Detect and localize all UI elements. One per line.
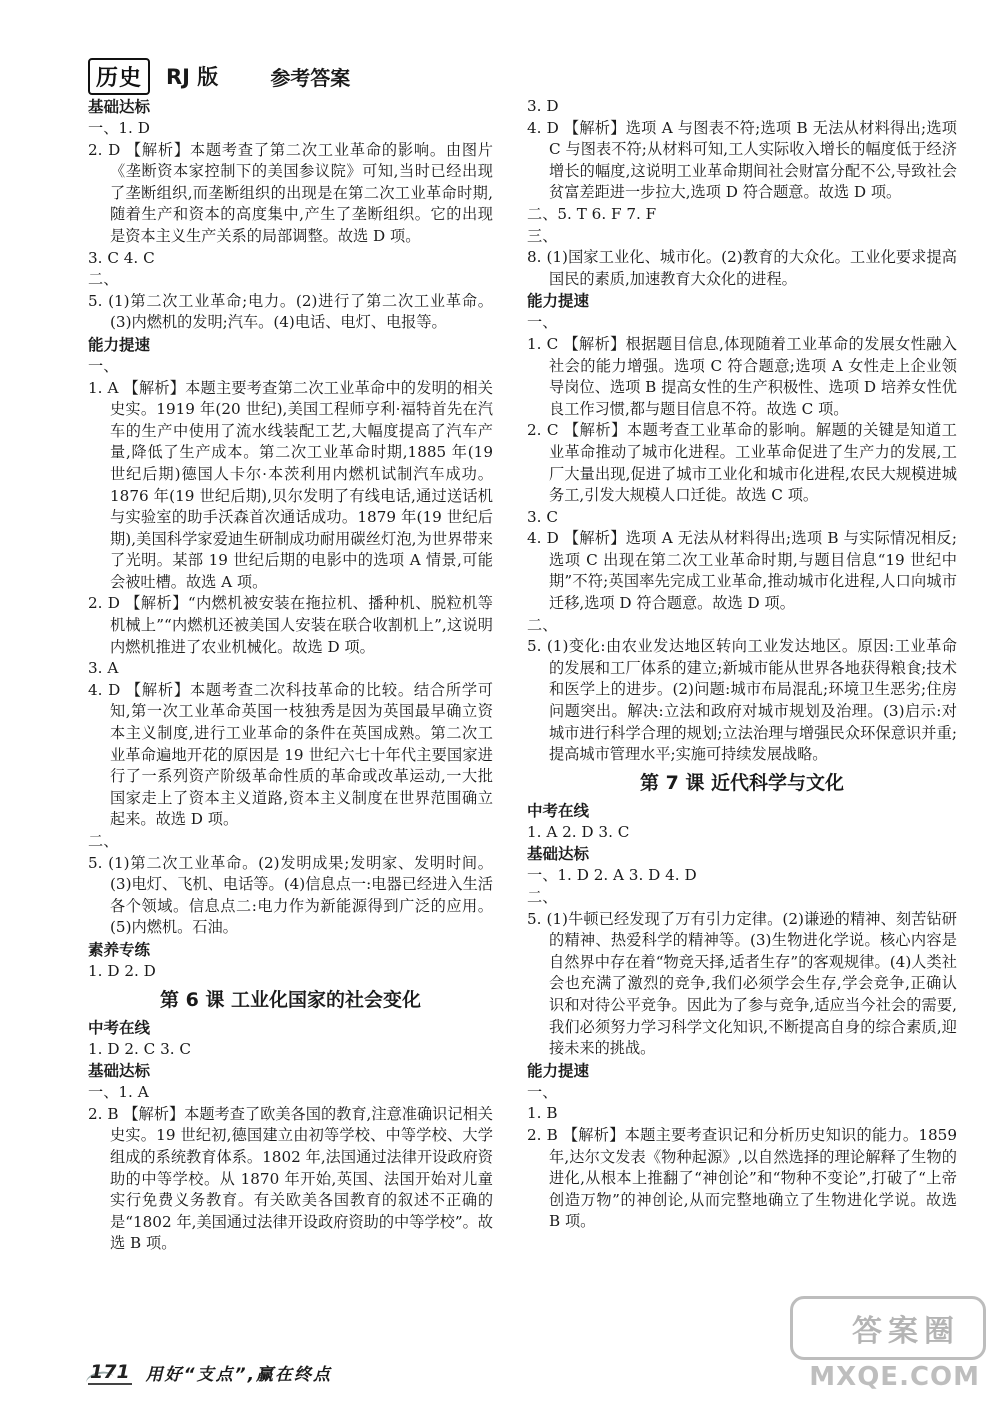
section-heading: 能力提速: [527, 1061, 590, 1080]
answer-line: 二、: [527, 615, 558, 634]
answer-item: 1. C 【解析】根据题目信息,体现随着工业革命的发展女性融入社会的能力增强。选项 C 符合题意;选项 A 女性走上企业领导岗位、选项 B 提高女性的生产积极性、选项 D 培养女性优良工作习惯,都与题目信息不符。故选 C 项。: [527, 334, 957, 418]
page-number: 171: [90, 1360, 130, 1383]
lesson-title: 第 7 课 近代科学与文化: [639, 771, 845, 794]
watermark-text: 答案圈: [852, 1314, 960, 1349]
answer-line: 一、1. D: [88, 119, 150, 137]
lesson-title: 第 6 课 工业化国家的社会变化: [159, 988, 422, 1011]
answer-item: 2. D 【解析】本题考查了第二次工业革命的影响。由图片《垄断资本家控制下的美国参议院》可知,当时已经出现了垄断组织,而垄断组织的出现是在第二次工业革命时期,随着生产和资本的高度集中,产生了垄断组织。它的出现是资本主义生产关系的局部调整。故选 D 项。: [88, 140, 493, 245]
answer-line: 1. D 2. C 3. C: [88, 1039, 192, 1058]
answer-item: 5. (1)牛顿已经发现了万有引力定律。(2)谦逊的精神、刻苦钻研的精神、热爱科学的精神等。(3)生物进化学说。核心内容是自然界中存在着“物竞天择,适者生存”的客观规律。(4)人类社会也充满了激烈的竞争,我们必须学会生存,学会竞争,正确认识和对待公平竞争。因此为了参与竞争,适应当今社会的需要,我们必须努力学习科学文化知识,不断提高自身的综合素质,迎接未来的挑战。: [527, 909, 957, 1058]
section-heading: 中考在线: [527, 801, 590, 820]
right-column: [527, 96, 957, 1233]
answer-item: 2. D 【解析】“内燃机被安装在拖拉机、播种机、脱粒机等机械上”“内燃机还被美国人安装在联合收割机上”,这说明内燃机推进了农业机械化。故选 D 项。: [88, 594, 493, 656]
answer-line: 1. B: [527, 1104, 558, 1123]
section-heading: 能力提速: [88, 335, 151, 354]
subject-badge: 历史: [88, 58, 150, 95]
section-heading: 基础达标: [88, 1062, 151, 1081]
answer-item: 5. (1)第二次工业革命。(2)发明成果;发明家、发明时间。(3)电灯、飞机、电话等。(4)信息点一:电器已经进入生活各个领域。信息点二:电力作为新能源得到广泛的应用。(5)内燃机。石油。: [88, 853, 493, 937]
answer-line: 三、: [527, 226, 558, 245]
document-title: 参考答案: [270, 65, 351, 90]
answer-line: 3. C 4. C: [88, 248, 155, 267]
edition-label: RJ 版: [166, 65, 219, 89]
answer-item: 5. (1)第二次工业革命;电力。(2)进行了第二次工业革命。(3)内燃机的发明;汽车。(4)电话、电灯、电报等。: [88, 291, 493, 332]
answer-line: 3. D: [527, 97, 559, 115]
section-heading: 素养专练: [88, 940, 151, 959]
watermark-url: MXQE.COM: [809, 1362, 980, 1392]
answer-item: 1. A 【解析】本题主要考查第二次工业革命中的发明的相关史实。1919 年(20 世纪),美国工程师亨利·福特首先在汽车的生产中使用了流水线装配工艺,大幅度提高了汽车产量,降低了生产成本。第二次工业革命时期,1885 年(19 世纪后期)德国人卡尔·本茨利用内燃机试制汽车成功。1876 年(19 世纪后期),贝尔发明了有线电话,通过送话机与实验室的助手沃森首次通话成功。1879 年(19 世纪后期),美国科学家爱迪生研制成功耐用碳丝灯泡,为世界带来了光明。某部 19 世纪后期的电影中的选项 A 情景,可能会被吐槽。故选 A 项。: [88, 378, 493, 591]
answer-line: 一、: [527, 313, 558, 332]
section-heading: 能力提速: [527, 292, 590, 311]
answer-item: 4. D 【解析】选项 A 无法从材料得出;选项 B 与实际情况相反;选项 C 出现在第二次工业革命时期,与题目信息“19 世纪中期”不符;英国率先完成工业革命,推动城市化进程,人口向城市迁移,选项 D 符合题意。故选 D 项。: [527, 529, 957, 613]
answer-line: 一、: [88, 356, 119, 375]
section-heading: 基础达标: [88, 98, 151, 116]
left-column: [88, 96, 493, 1255]
answer-line: 一、: [527, 1082, 558, 1101]
answer-item: 4. D 【解析】选项 A 与图表不符;选项 B 无法从材料得出;选项 C 与图表不符;从材料可知,工人实际收入增长的幅度低于经济增长的幅度,这说明工业革命期间社会财富分配不公,导致社会贫富差距进一步拉大,选项 D 符合题意。故选 D 项。: [527, 118, 957, 202]
answer-line: 3. A: [88, 659, 119, 678]
answer-item: 2. C 【解析】本题考查工业革命的影响。解题的关键是知道工业革命推动了城市化进程。工业革命促进了生产力的发展,工厂大量出现,促进了城市工业化和城市化进程,农民大规模进城务工,引发大规模人口迁徙。故选 C 项。: [527, 421, 957, 505]
watermark-logo: [776, 1296, 986, 1392]
answer-line: 二、5. T 6. F 7. F: [527, 204, 657, 223]
answer-line: 1. D 2. D: [88, 961, 156, 980]
page-footer: [88, 1360, 332, 1385]
answer-item: 4. D 【解析】本题考查二次科技革命的比较。结合所学可知,第一次工业革命英国一枝独秀是因为英国最早确立资本主义制度,进行工业革命的条件在英国成熟。第二次工业革命遍地开花的原因是 19 世纪六七十年代主要国家进行了一系列资产阶级革命性质的革命或改革运动,一大批国家走上了资本主义道路,资本主义制度在世界范围确立起来。故选 D 项。: [88, 680, 493, 829]
section-heading: 中考在线: [88, 1018, 151, 1037]
answer-item: 2. B 【解析】本题考查了欧美各国的教育,注意准确识记相关史实。19 世纪初,德国建立由初等学校、中等学校、大学组成的系统教育体系。1802 年,法国通过法律开设政府资助的中等学校。从 1870 年开始,英国、法国开始对儿童实行免费义务教育。有关欧美各国教育的叙述不正确的是“1802 年,美国通过法律开设政府资助的中等学校”。故选 B 项。: [88, 1104, 493, 1253]
answer-line: 3. C: [527, 507, 558, 526]
footer-slogan: 用好“支点”,赢在终点: [145, 1365, 333, 1385]
answer-item: 5. (1)变化:由农业发达地区转向工业发达地区。原因:工业革命的发展和工厂体系的建立;新城市能从世界各地获得粮食;技术和医学上的进步。(2)问题:城市布局混乱;环境卫生恶劣;住房问题突出。解决:立法和政府对城市规划及治理。(3)启示:对城市进行科学合理的规划;立法治理与增强民众环保意识并重;提高城市管理水平;实施可持续发展战略。: [527, 637, 957, 764]
answer-line: 二、: [88, 270, 119, 289]
answer-item: 2. B 【解析】本题主要考查识记和分析历史知识的能力。1859 年,达尔文发表《物种起源》,以自然选择的理论解释了生物的进化,从根本上推翻了“神创论”和“物种不变论”,打破了“上帝创造万物”的神创论,从而完整地确立了生物进化学说。故选 B 项。: [527, 1125, 957, 1231]
answer-line: 一、1. A: [88, 1083, 149, 1102]
answer-line: 1. A 2. D 3. C: [527, 822, 630, 841]
page-header: [88, 58, 948, 94]
answer-line: 二、: [88, 832, 119, 850]
answer-item: 8. (1)国家工业化、城市化。(2)教育的大众化。工业化要求提高国民的素质,加速教育大众化的进程。: [527, 248, 957, 288]
answer-line: 二、: [527, 888, 558, 906]
answer-line: 一、1. D 2. A 3. D 4. D: [527, 866, 697, 885]
section-heading: 基础达标: [527, 845, 590, 864]
